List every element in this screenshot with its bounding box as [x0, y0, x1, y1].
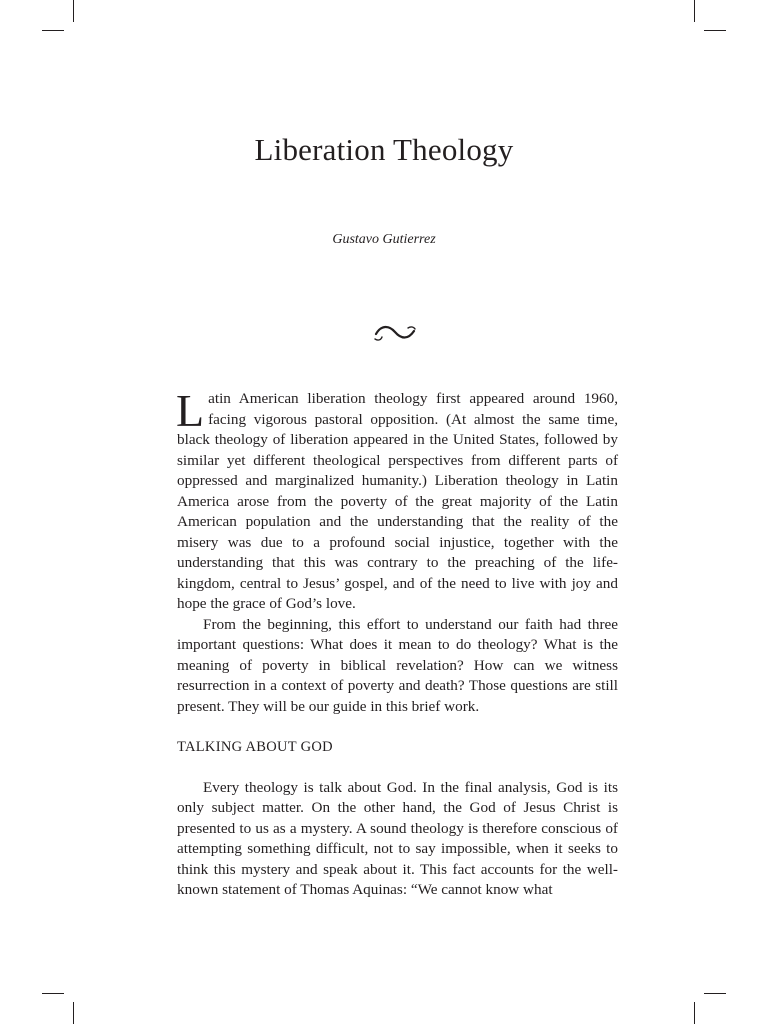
page-title: Liberation Theology: [254, 132, 514, 167]
crop-mark-top-left-v: [73, 0, 74, 22]
crop-mark-bottom-left-h: [42, 993, 64, 994]
paragraph-talking-about-god: Every theology is talk about God. In the final analysis, God is its only subject matter. On the other hand, the God of Jesus Christ is presented to us as a mystery. A sound theology is therefore conscious of attempting something difficult, not to say impossible, when it seeks to think this mystery and speak about it. This fact accounts for the well-known statement of Thomas Aquinas: “We cannot know what: [177, 778, 618, 898]
crop-mark-top-left-h: [42, 30, 64, 31]
crop-mark-bottom-left-v: [73, 1002, 74, 1024]
paragraph-intro-text: atin American liberation theology first appeared around 1960, facing vigorous pastoral opposition. (At almost the same time, black theology of liberation appeared in the United States, followed by similar yet different theological perspectives from different parts of oppressed and marginalized humanity.) Liberation theology in Latin America arose from the poverty of the great majority of the Latin American population and the understanding that the reality of the misery was due to a profound social injustice, together with the understanding that this was contrary to the preaching of the life-kingdom, central to Jesus’ gospel, and of the need to live with joy and hope the grace of God’s love.: [177, 390, 618, 612]
tilde-flourish-icon: [372, 322, 418, 344]
crop-mark-bottom-right-v: [694, 1002, 695, 1024]
section-heading: TALKING ABOUT GOD: [177, 739, 333, 755]
crop-mark-top-right-h: [704, 30, 726, 31]
paragraph-intro: [176, 385, 618, 615]
crop-mark-top-right-v: [694, 0, 695, 22]
drop-cap: L: [176, 385, 205, 436]
crop-mark-bottom-right-h: [704, 993, 726, 994]
author-name: Gustavo Gutierrez: [332, 232, 436, 247]
paragraph-questions: From the beginning, this effort to understand our faith had three important questions: What does it mean to do theology? What is the meaning of poverty in biblical revelation? How can we witness resurrection in a context of poverty and death? Those questions are still present. They will be our guide in this brief work.: [177, 615, 618, 715]
article-body: [176, 385, 618, 901]
